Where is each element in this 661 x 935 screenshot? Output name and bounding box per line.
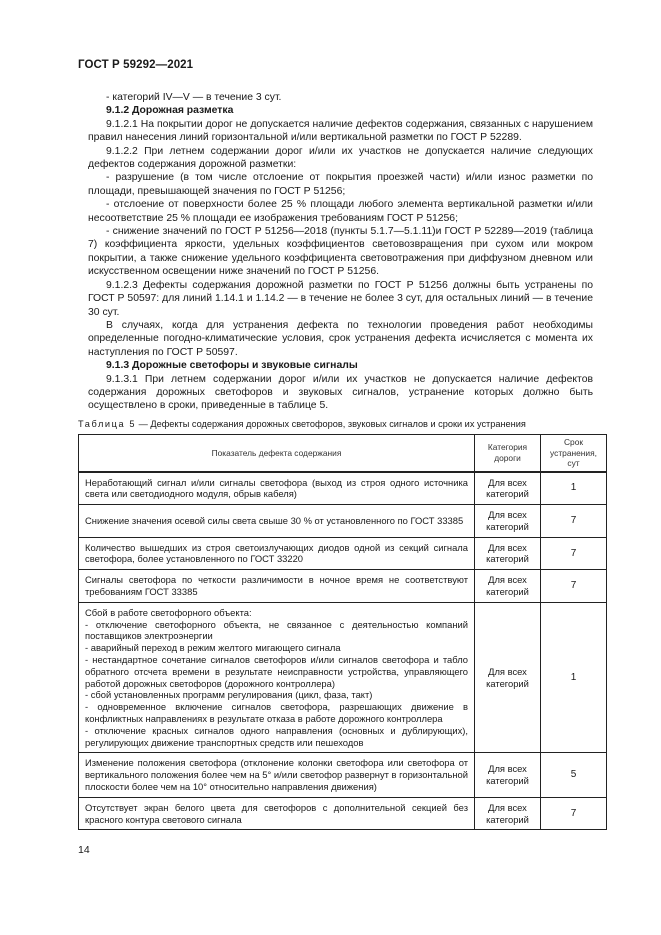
indicator-line: Сбой в работе светофорного объекта: (85, 606, 252, 618)
table-row (79, 537, 607, 570)
section-heading-traffic-lights: 9.1.3 Дорожные светофоры и звуковые сигналы (106, 360, 358, 372)
cell-period: 7 (541, 505, 607, 538)
column-header-category: Категория дороги (475, 435, 541, 472)
indicator-line: - отключение светофорного объекта, не связанное с деятельностью компаний поставщиков электроэнергии (85, 618, 468, 642)
list-item-destruction: - разрушение (в том числе отслоение от покрытия проезжей части) и/или износ разметки по площади, превышающей значения по ГОСТ Р 51256; (88, 172, 593, 197)
column-header-indicator: Показатель дефекта содержания (79, 435, 475, 472)
paragraph-9-1-2-3: 9.1.2.3 Дефекты содержания дорожной разметки по ГОСТ Р 51256 должны быть устранены по ГОСТ Р 50597: для линий 1.14.1 и 1.14.2 — в течение не более 3 сут, для остальных линий — в течение 30 сут. (88, 279, 593, 318)
column-header-period: Срок устранения, сут (541, 435, 607, 472)
cell-category: Для всех категорий (475, 602, 541, 753)
cell-period: 1 (541, 602, 607, 753)
cell-period: 7 (541, 537, 607, 570)
cell-category: Для всех категорий (475, 797, 541, 830)
indicator-line: - отключение красных сигналов одного направления (основных и дублирующих), регулирующих движение транспортных средств или пешеходов (85, 724, 468, 748)
indicator-line: Снижение значения осевой силы света свыше 30 % от установленного по ГОСТ 33385 (85, 514, 464, 526)
cell-period: 7 (541, 797, 607, 830)
cell-category: Для всех категорий (475, 570, 541, 603)
cell-period: 1 (541, 472, 607, 505)
table-row (79, 472, 607, 505)
section-heading-road-marking: 9.1.2 Дорожная разметка (106, 105, 234, 117)
table-row (79, 753, 607, 797)
paragraph-weather-cases: В случаях, когда для устранения дефекта по технологии проведения работ необходимы определенные погодно-климатические условия, срок устранения дефекта исчисляется с момента их наступления по ГОСТ Р 50597. (88, 319, 593, 358)
indicator-line: - аварийный переход в режим желтого мигающего сигнала (85, 642, 341, 654)
cell-indicator (79, 505, 475, 538)
paragraph-9-1-2-1: 9.1.2.1 На покрытии дорог не допускается наличие дефектов содержания, связанных с нарушением правил нанесения линий горизонтальной и/или вертикальной разметки по ГОСТ Р 52289. (88, 118, 593, 144)
table-header-row (79, 435, 607, 472)
cell-indicator (79, 753, 475, 797)
indicator-line: Количество вышедших из строя светоизлучающих диодов одной из секций сигнала светофора, более установленного по ГОСТ 33220 (85, 541, 468, 565)
indicator-line: Изменение положения светофора (отклонение колонки светофора или светофора от вертикального положения более чем на 5° и/или светофор развернут в горизонтальной плоскости более чем на 10° относительно направления движения) (85, 757, 468, 793)
paragraph-categories: - категорий IV—V — в течение 3 сут. (106, 92, 282, 103)
list-item-peeling: - отслоение от поверхности более 25 % площади любого элемента вертикальной разметки и/или несоответствие 25 % площади ее изображения требованиям ГОСТ Р 51256; (88, 199, 593, 224)
indicator-line: Сигналы светофора по четкости различимости в ночное время не соответствуют требованиям ГОСТ 33385 (85, 574, 468, 598)
table-row (79, 570, 607, 603)
main-text (88, 91, 593, 413)
cell-indicator (79, 537, 475, 570)
cell-indicator (79, 472, 475, 505)
cell-indicator (79, 797, 475, 830)
table-caption (78, 418, 598, 430)
table-body (79, 472, 607, 830)
list-item-reduction: - снижение значений по ГОСТ Р 51256—2018 (пункты 5.1.7—5.1.11)и ГОСТ Р 52289—2019 (таблица 7) коэффициента яркости, удельных коэффициентов световозвращения при сухом или мокром покрытии, а также снижение удельного коэффициента световотражения при диффузном дневном или искусственном освещении ниже значений по ГОСТ Р 51256. (88, 226, 593, 278)
table-row (79, 505, 607, 538)
cell-category: Для всех категорий (475, 537, 541, 570)
indicator-line: - одновременное включение сигналов светофора, разрешающих движение в конфликтных направлениях в результате отказа в работе дорожного контроллера (85, 701, 468, 725)
cell-category: Для всех категорий (475, 472, 541, 505)
cell-indicator (79, 602, 475, 753)
cell-period: 5 (541, 753, 607, 797)
cell-category: Для всех категорий (475, 505, 541, 538)
paragraph-9-1-2-2: 9.1.2.2 При летнем содержании дорог и/или их участков не допускается наличие следующих дефектов содержания дорожной разметки: (88, 145, 593, 171)
document-number: ГОСТ Р 59292—2021 (78, 59, 194, 71)
indicator-line: Неработающий сигнал и/или сигналы светофора (выход из строя одного источника света или светодиодного модуля, обрыв кабеля) (85, 476, 468, 500)
table-row (79, 602, 607, 753)
page-number: 14 (78, 844, 90, 856)
paragraph-9-1-3-1: 9.1.3.1 При летнем содержании дорог и/или их участков не допускается наличие дефектов содержания дорожных светофоров и звуковых сигналов, устранение которых должно быть осуществлено в сроки, приведенные в таблице 5. (88, 373, 593, 412)
table-row (79, 797, 607, 830)
cell-period: 7 (541, 570, 607, 603)
cell-category: Для всех категорий (475, 753, 541, 797)
indicator-line: - нестандартное сочетание сигналов светофоров и/или сигналов светофора и табло обратного отсчета времени в результате неисправности устройства, управляющего работой дорожных светофоров (дорожного контроллера) (85, 654, 468, 689)
table-caption-text: — Дефекты содержания дорожных светофоров, звуковых сигналов и сроки их устранения (136, 419, 526, 429)
indicator-line: Отсутствует экран белого цвета для светофоров с дополнительной секцией без красного контура светового сигнала (85, 801, 468, 825)
table-caption-label: Таблица 5 (78, 419, 137, 429)
indicator-line: - сбой установленных программ регулирования (цикл, фаза, такт) (85, 689, 373, 701)
defects-table (78, 434, 607, 830)
cell-indicator (79, 570, 475, 603)
